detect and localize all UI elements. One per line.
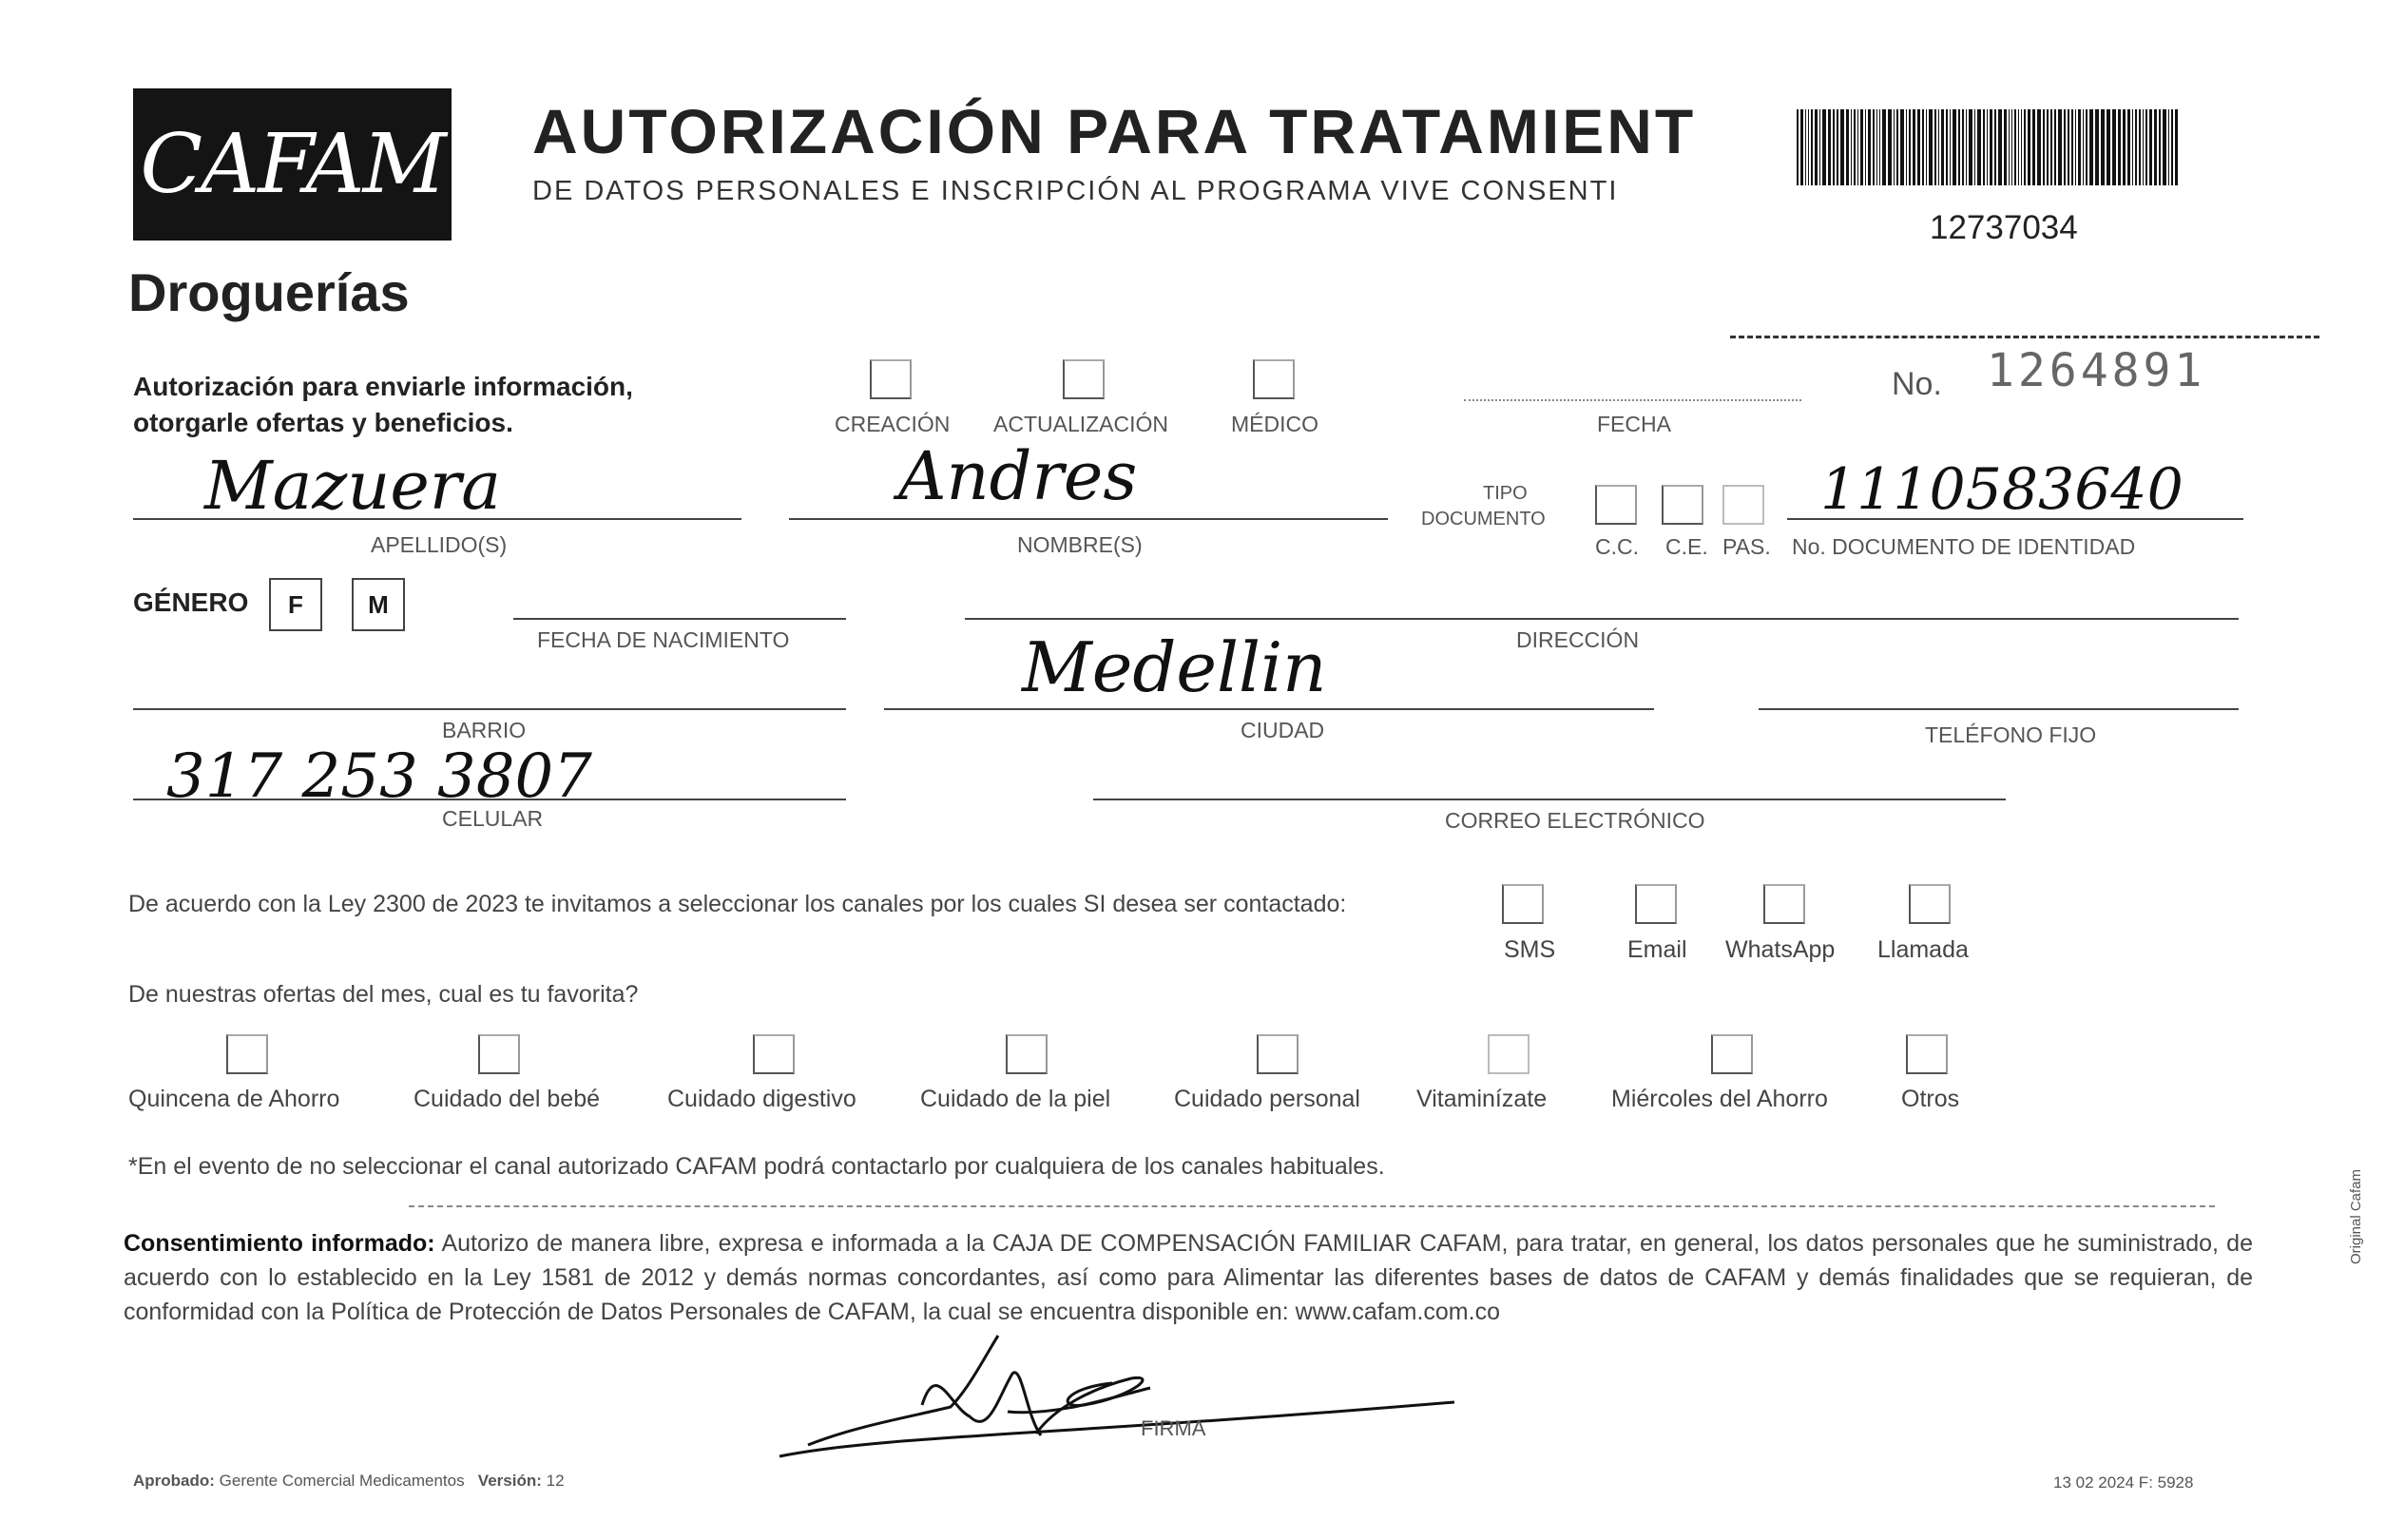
barcode-bar <box>1894 109 1895 185</box>
barcode-bar <box>2078 109 2081 185</box>
barcode-bar <box>1977 109 1981 185</box>
separator-line <box>1730 336 2319 338</box>
apellidos-label: APELLIDO(S) <box>371 532 508 557</box>
intro-line-1: Autorización para enviarle información, <box>133 372 633 401</box>
barcode-bar <box>1865 109 1866 185</box>
form-title: AUTORIZACIÓN PARA TRATAMIENT <box>532 96 1697 166</box>
version-label: Versión: <box>477 1472 542 1490</box>
barcode-bar <box>1822 109 1826 185</box>
barcode-bar <box>1938 109 1939 185</box>
barrio-label: BARRIO <box>442 718 527 742</box>
barcode-bar <box>2024 109 2026 185</box>
barcode-bar <box>2032 109 2035 185</box>
barcode-bar <box>1950 109 1951 185</box>
barcode-bar <box>1797 109 1799 185</box>
logo-text: CAFAM <box>140 117 445 212</box>
genero-m-checkbox[interactable]: M <box>352 578 405 631</box>
barcode-bar <box>1900 109 1904 185</box>
barcode-bar <box>1958 109 1960 185</box>
channels-question: De acuerdo con la Ley 2300 de 2023 te invitamos a seleccionar los canales por los cuales SI desea ser contactado: <box>128 891 1347 917</box>
barcode-bar <box>2089 109 2093 185</box>
barcode-bar <box>1934 109 1936 185</box>
consent-heading: Consentimiento informado: <box>124 1230 435 1257</box>
nacimiento-label: FECHA DE NACIMIENTO <box>537 627 790 652</box>
llamada-label: Llamada <box>1877 936 1969 963</box>
barcode-bar <box>2086 109 2088 185</box>
miercoles-checkbox[interactable] <box>1711 1034 1753 1074</box>
genero-f-checkbox[interactable]: F <box>269 578 322 631</box>
barcode-bar <box>2037 109 2041 185</box>
barcode-bar <box>2075 109 2076 185</box>
barcode-bar <box>1868 109 1871 185</box>
barcode-bar <box>1990 109 1992 185</box>
whatsapp-checkbox[interactable] <box>1763 884 1805 924</box>
digestivo-checkbox[interactable] <box>753 1034 795 1074</box>
medico-label: MÉDICO <box>1231 412 1318 436</box>
nombres-label: NOMBRE(S) <box>1017 532 1143 557</box>
barcode-icon <box>1797 109 2182 185</box>
barcode-bar <box>1876 109 1877 185</box>
barcode-bar <box>1846 109 1849 185</box>
fecha-label: FECHA <box>1597 412 1671 436</box>
barcode-bar <box>1974 109 1975 185</box>
genero-label: GÉNERO <box>133 587 249 617</box>
whatsapp-label: WhatsApp <box>1725 936 1836 963</box>
barcode-bar <box>1906 109 1907 185</box>
nombres-value: Andres <box>898 437 1138 515</box>
barcode-bar <box>2064 109 2066 185</box>
creacion-label: CREACIÓN <box>835 412 951 436</box>
firma-label: FIRMA <box>1141 1416 1206 1440</box>
barcode-bar <box>1833 109 1835 185</box>
barcode-bar <box>1805 109 1806 185</box>
barcode-bar <box>1873 109 1875 185</box>
apellidos-value: Mazuera <box>204 447 501 525</box>
digestivo-label: Cuidado digestivo <box>667 1086 856 1112</box>
barcode-bar <box>2112 109 2116 185</box>
barcode-bar <box>2050 109 2052 185</box>
signature-image <box>770 1331 1473 1473</box>
barcode-bar <box>2154 109 2157 185</box>
celular-value: 317 253 3807 <box>166 741 592 812</box>
barcode-bar <box>2143 109 2144 185</box>
correo-label: CORREO ELECTRÓNICO <box>1445 808 1705 833</box>
sms-label: SMS <box>1504 936 1556 963</box>
barcode-bar <box>2014 109 2016 185</box>
barcode-bar <box>1808 109 1809 185</box>
barcode-bar <box>2011 109 2012 185</box>
barcode-bar <box>1983 109 1985 185</box>
barcode-bar <box>2107 109 2110 185</box>
barcode-bar <box>1946 109 1948 185</box>
telefono-field[interactable] <box>1759 708 2239 710</box>
barcode-bar <box>1998 109 2002 185</box>
cc-checkbox[interactable] <box>1595 485 1637 525</box>
ciudad-field[interactable] <box>884 708 1654 710</box>
barrio-field[interactable] <box>133 708 846 710</box>
barcode-bar <box>2163 109 2166 185</box>
barcode-number: 12737034 <box>1930 209 2078 246</box>
pas-label: PAS. <box>1722 534 1771 559</box>
nacimiento-field[interactable] <box>513 618 846 620</box>
barcode-bar <box>2021 109 2022 185</box>
barcode-bar <box>1857 109 1858 185</box>
direccion-field[interactable] <box>965 618 2239 620</box>
brand-subtitle: Droguerías <box>128 262 410 322</box>
barcode-bar <box>2132 109 2133 185</box>
separator-line <box>409 1205 2215 1207</box>
barcode-bar <box>1896 109 1898 185</box>
bebe-checkbox[interactable] <box>478 1034 520 1074</box>
barcode-bar <box>1840 109 1844 185</box>
barcode-bar <box>2149 109 2152 185</box>
barcode-bar <box>2047 109 2049 185</box>
correo-field[interactable] <box>1093 799 2006 800</box>
direccion-label: DIRECCIÓN <box>1516 627 1640 652</box>
cc-label: C.C. <box>1595 534 1639 559</box>
tipo-doc-label-2: DOCUMENTO <box>1421 509 1546 529</box>
barcode-bar <box>2175 109 2178 185</box>
barcode-bar <box>1953 109 1956 185</box>
piel-label: Cuidado de la piel <box>920 1086 1111 1112</box>
barcode-bar <box>1837 109 1838 185</box>
barcode-bar <box>2127 109 2130 185</box>
barcode-bar <box>1860 109 1863 185</box>
barcode-bar <box>1926 109 1927 185</box>
offers-question: De nuestras ofertas del mes, cual es tu favorita? <box>128 981 639 1008</box>
consent-text: Autorizo de manera libre, expresa e informada a la CAJA DE COMPENSACIÓN FAMILIAR CAFAM, para tratar, en general, los datos personales que he suministrado, de acuerdo con lo establecido en la Ley 1581 de 2012 y demás normas concordantes, así como para Alimentar las diferentes bases de datos de CAFAM y demás finalidades que se requieran, de conformidad con la Política de Protección de Datos Personales de CAFAM, la cual se encuentra disponible en: www.cafam.com.co <box>124 1230 2253 1325</box>
pas-checkbox[interactable] <box>1722 485 1764 525</box>
barcode-bar <box>2083 109 2084 185</box>
barcode-bar <box>1917 109 1920 185</box>
personal-label: Cuidado personal <box>1174 1086 1360 1112</box>
barcode-bar <box>2054 109 2056 185</box>
footer-date-code: 13 02 2024 F: 5928 <box>2053 1473 2194 1492</box>
barcode-bar <box>2101 109 2105 185</box>
barcode-bar <box>1969 109 1972 185</box>
barcode-bar <box>1994 109 1996 185</box>
intro-line-2: otorgarle ofertas y beneficios. <box>133 408 513 437</box>
barcode-bar <box>2071 109 2073 185</box>
documento-value: 1110583640 <box>1820 456 2184 523</box>
approved-label: Aprobado: <box>133 1472 215 1490</box>
vitaminizate-label: Vitaminízate <box>1416 1086 1548 1112</box>
barcode-bar <box>2159 109 2161 185</box>
vitaminizate-checkbox[interactable] <box>1488 1034 1530 1074</box>
barcode-bar <box>2095 109 2099 185</box>
barcode-bar <box>2139 109 2141 185</box>
cafam-logo <box>133 88 452 241</box>
barcode-bar <box>1913 109 1915 185</box>
celular-label: CELULAR <box>442 806 544 831</box>
ce-checkbox[interactable] <box>1662 485 1703 525</box>
creacion-checkbox[interactable] <box>870 359 912 399</box>
form-number-label: No. <box>1892 366 1942 402</box>
quincena-label: Quincena de Ahorro <box>128 1086 340 1112</box>
miercoles-label: Miércoles del Ahorro <box>1611 1086 1828 1112</box>
nombres-field[interactable] <box>789 518 1388 520</box>
barcode-bar <box>2068 109 2069 185</box>
barcode-bar <box>1815 109 1818 185</box>
fecha-field[interactable] <box>1464 399 1801 401</box>
barcode-bar <box>1888 109 1892 185</box>
barcode-bar <box>2135 109 2137 185</box>
approved-value: Gerente Comercial Medicamentos <box>219 1472 465 1490</box>
barcode-bar <box>2058 109 2062 185</box>
llamada-checkbox[interactable] <box>1909 884 1951 924</box>
piel-checkbox[interactable] <box>1006 1034 1048 1074</box>
barcode-bar <box>1882 109 1886 185</box>
quincena-checkbox[interactable] <box>226 1034 268 1074</box>
channel-note: *En el evento de no seleccionar el canal autorizado CAFAM podrá contactarlo por cualquiera de los canales habituales. <box>128 1153 1385 1180</box>
barcode-bar <box>2043 109 2045 185</box>
barcode-bar <box>2004 109 2007 185</box>
form-subtitle: DE DATOS PERSONALES E INSCRIPCIÓN AL PROGRAMA VIVE CONSENTI <box>532 176 1619 206</box>
documento-label: No. DOCUMENTO DE IDENTIDAD <box>1792 534 2136 559</box>
ce-label: C.E. <box>1665 534 1708 559</box>
barcode-bar <box>2018 109 2019 185</box>
medico-checkbox[interactable] <box>1253 359 1295 399</box>
email-label: Email <box>1627 936 1687 963</box>
barcode-bar <box>1819 109 1820 185</box>
barcode-bar <box>2145 109 2147 185</box>
personal-checkbox[interactable] <box>1257 1034 1299 1074</box>
telefono-label: TELÉFONO FIJO <box>1925 722 2097 747</box>
bebe-label: Cuidado del bebé <box>414 1086 600 1112</box>
form-number-value: 1264891 <box>1987 344 2206 397</box>
ciudad-label: CIUDAD <box>1241 718 1325 742</box>
barcode-bar <box>2171 109 2173 185</box>
actualizacion-checkbox[interactable] <box>1063 359 1105 399</box>
barcode-bar <box>2168 109 2169 185</box>
actualizacion-label: ACTUALIZACIÓN <box>993 412 1169 436</box>
email-checkbox[interactable] <box>1635 884 1677 924</box>
barcode-bar <box>2028 109 2030 185</box>
barcode-bar <box>1929 109 1933 185</box>
otros-checkbox[interactable] <box>1906 1034 1948 1074</box>
barcode-bar <box>2009 109 2010 185</box>
barcode-bar <box>1851 109 1852 185</box>
barcode-bar <box>1941 109 1944 185</box>
barcode-bar <box>1800 109 1803 185</box>
sms-checkbox[interactable] <box>1502 884 1544 924</box>
barcode-bar <box>1922 109 1924 185</box>
barcode-bar <box>2118 109 2121 185</box>
side-text: Original Cafam <box>2348 1168 2364 1264</box>
barcode-bar <box>1962 109 1964 185</box>
barcode-bar <box>1879 109 1880 185</box>
barcode-bar <box>1909 109 1911 185</box>
barcode-bar <box>1811 109 1813 185</box>
tipo-doc-label-1: TIPO <box>1483 483 1528 504</box>
otros-label: Otros <box>1901 1086 1960 1112</box>
consent-paragraph <box>124 1226 2253 1329</box>
intro-text <box>133 369 633 441</box>
barcode-bar <box>1987 109 1988 185</box>
version-value: 12 <box>546 1472 565 1490</box>
footer-approved <box>133 1472 565 1491</box>
ciudad-value: Medellin <box>1022 627 1327 707</box>
barcode-bar <box>1854 109 1856 185</box>
barcode-bar <box>1966 109 1967 185</box>
barcode-bar <box>2123 109 2126 185</box>
barcode-bar <box>1828 109 1831 185</box>
